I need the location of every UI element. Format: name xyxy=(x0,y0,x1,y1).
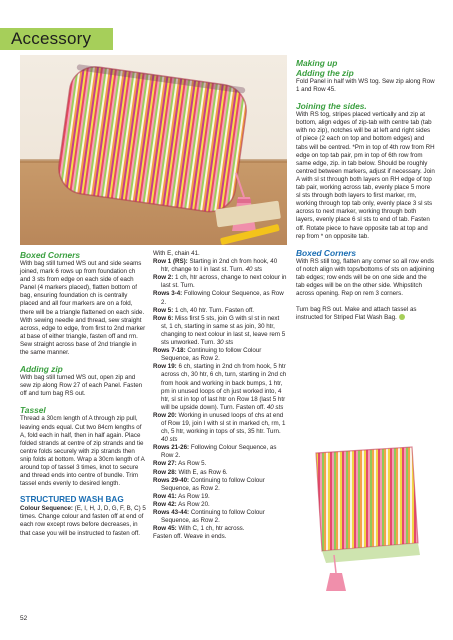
heading-boxed-corners: Boxed Corners xyxy=(20,250,81,260)
colour-sequence xyxy=(20,505,146,537)
heading-boxed-corners-2: Boxed Corners xyxy=(296,247,357,258)
pattern-row xyxy=(153,274,287,290)
row-label: Row 27: xyxy=(153,460,177,468)
column-left xyxy=(20,250,146,538)
wash-bag-illustration xyxy=(294,423,434,595)
heading-adding-the-zip: Adding the zip xyxy=(296,68,354,78)
pattern-row xyxy=(153,477,287,493)
row-label: Row 6: xyxy=(153,314,174,322)
pattern-row xyxy=(153,444,287,460)
wash-bag-photo xyxy=(294,423,434,595)
pattern-row xyxy=(153,315,287,347)
end-mark-icon xyxy=(399,314,405,320)
pattern-row xyxy=(153,469,287,477)
row-stitch-count: 30 sts xyxy=(216,339,234,347)
adding-zip-text: With bag still turned WS out, open zip and sew zip along Row 27 of each Panel. Fasten off and turn bag RS out. xyxy=(20,374,143,398)
pattern-row xyxy=(153,412,287,444)
row-label: Row 20: xyxy=(153,411,177,419)
row-text: Continuing to follow Colour Sequence, as Row 2. xyxy=(161,347,262,363)
row-text: 6 ch, starting in 2nd ch from hook, 5 htr across ch, 30 htr, 6 ch, turn, starting in 2nd ch from hook and working in back bumps, 1 htr, pm in unused loops of ch just worked into, 4 htr, sl st in top of last htr on Row 18 (last 5 htr will be upside down). Turn. Fasten off. xyxy=(161,363,287,411)
row-text: With C, 1 ch, htr across. xyxy=(176,525,245,533)
pattern-row xyxy=(153,258,287,274)
column-middle xyxy=(153,250,287,541)
pattern-row xyxy=(153,460,287,468)
page-number: 52 xyxy=(20,615,28,622)
row-text: Continuing to follow Colour Sequence, as Row 2. xyxy=(161,509,265,525)
pattern-row xyxy=(153,307,287,315)
row-text: As Row 20. xyxy=(176,500,210,508)
row-label: Rows 7-18: xyxy=(153,347,186,355)
boxed-corners-2-text: With RS still tog, flatten any corner so all row ends of notch align with tops/bottoms of sts on adjoining tab edges; row ends will be on one side and the tab edges will be on the other side. Whipstitch across opening. Rep on rem 3 corners. xyxy=(296,257,435,298)
joining-sides-text: With RS tog, stripes placed vertically and zip at bottom, align edges of zip-tab with centre tab (tab with no zip), notches will be at left and right sides of piece (2 each on top and bottom edges) and tabs will be centred. *Pm in top of 4th row from RH edge on top tab pair, pm in top of 6th row from same edge, zip. in tab below. Should be roughly centred between markers, adjust if necessary. Join A with sl st through both layers on RH edge of top tab pair, working across tab, evenly place 5 more sl sts through both layers to first marker, rm, working through top tab only, evenly place 3 sl sts across to next marker, working through both layers, evenly place 6 sl sts to end of tab. Fasten off. Rotate piece to have opposite tab at top and rep from * on opposite tab. xyxy=(296,111,435,240)
row-label: Rows 21-26: xyxy=(153,444,190,452)
pattern-row xyxy=(153,363,287,412)
colour-sequence-label: Colour Sequence: xyxy=(20,505,73,513)
row-text: Continuing to follow Colour Sequence, as Row 2. xyxy=(161,476,265,492)
row-text: With E, as Row 6. xyxy=(176,468,228,476)
pattern-row xyxy=(153,501,287,509)
row-label: Row 28: xyxy=(153,468,177,476)
pencil-case-photo xyxy=(20,55,287,245)
row-label: Rows 3-4: xyxy=(153,290,183,298)
pattern-outro: Fasten off. Weave in ends. xyxy=(153,533,227,541)
row-label: Row 42: xyxy=(153,500,177,508)
row-label: Row 45: xyxy=(153,525,177,533)
column-right xyxy=(296,58,436,322)
row-text: Miss first 5 sts, join G with sl st in next st, 1 ch, starting in same st as join, 30 htr, changing to next colour in last st, leave rem 5 sts unworked. Turn. xyxy=(161,314,286,347)
row-text: As Row 5. xyxy=(176,460,207,468)
row-text: Following Colour Sequence, as Row 2. xyxy=(161,290,284,306)
heading-tassel: Tassel xyxy=(20,405,46,416)
colour-sequence-text: (E, I, H, J, D, G, F, B, C) 5 times. Change colour and fasten off at end of each row except rows before decreases, in that case you will be instructed to fasten off. xyxy=(20,505,146,537)
pencil-case-illustration xyxy=(20,55,287,245)
row-stitch-count: 40 sts xyxy=(161,436,178,444)
row-text: 1 ch, 40 htr. Turn. Fasten off. xyxy=(173,306,255,314)
pattern-intro: With E, chain 41. xyxy=(153,250,200,257)
row-label: Row 2: xyxy=(153,274,174,282)
pattern-row xyxy=(153,509,287,525)
pattern-row xyxy=(153,525,287,533)
heading-joining-sides: Joining the sides. xyxy=(296,101,367,112)
row-stitch-count: 40 sts xyxy=(266,403,284,411)
making-up-text: Fold Panel in half with WS tog. Sew zip along Row 1 and Row 45. xyxy=(296,78,435,94)
row-label: Row 5: xyxy=(153,306,174,314)
tassel-text: Thread a 30cm length of A through zip pull, leaving ends equal. Cut two 84cm lengths of A, fold each in half, then in half again. Place folded strands at centre of zip strands and tie centre folds securely with zip strands then snip folds at bottom. Wrap a 30cm length of A around top of tassel 3 times, knot to secure and thread ends into centre of bundle. Trim tassel ends evenly to desired length. xyxy=(20,415,145,488)
pattern-row xyxy=(153,347,287,363)
boxed-corners-text: With bag still turned WS out and side seams joined, mark 6 rows up from foundation ch and 3 sts from edge on each side of each Panel (4 markers placed), flatten bottom of bag, ensuring foundation ch is centrally placed and all four markers are on a fold, there will be a triangle flattened on each side. With sewing needle and thread, sew straight across, edge to edge, from first to 2nd marker at base of either triangle, fasten off and rm. Sew straight across base of 2nd triangle in the same manner. xyxy=(20,260,146,357)
final-instruction xyxy=(296,306,436,322)
pattern-row xyxy=(153,493,287,501)
row-label: Row 1 (RS): xyxy=(153,258,188,266)
row-label: Rows 29-40: xyxy=(153,476,190,484)
section-tab: Accessory xyxy=(0,28,113,50)
row-stitch-count: 40 sts xyxy=(245,266,263,274)
final-instruction-text: Turn bag RS out. Make and attach tassel as instructed for Striped Flat Wash Bag. xyxy=(296,306,417,322)
row-text: Working in unused loops of chs at end of Row 19, join I with sl st in marked ch, rm, 1 ch, 5 htr, working in tops of sts, 35 htr. Turn. xyxy=(161,411,286,436)
row-text: 1 ch, htr across, change to next colour in last st. Turn. xyxy=(161,274,287,290)
row-label: Row 19: xyxy=(153,363,177,371)
row-label: Rows 43-44: xyxy=(153,509,190,516)
row-text: Starting in 2nd ch from hook, 40 htr, change to I in last st. Turn. xyxy=(161,258,278,274)
heading-structured-wash-bag: STRUCTURED WASH BAG xyxy=(20,495,124,505)
row-text: As Row 19. xyxy=(176,492,210,500)
heading-making-up: Making up xyxy=(296,58,338,68)
pattern-rows xyxy=(153,258,287,533)
heading-adding-zip: Adding zip xyxy=(20,364,63,375)
row-label: Row 41: xyxy=(153,492,177,500)
row-text: Following Colour Sequence, as Row 2. xyxy=(161,444,277,460)
pattern-row xyxy=(153,290,287,306)
